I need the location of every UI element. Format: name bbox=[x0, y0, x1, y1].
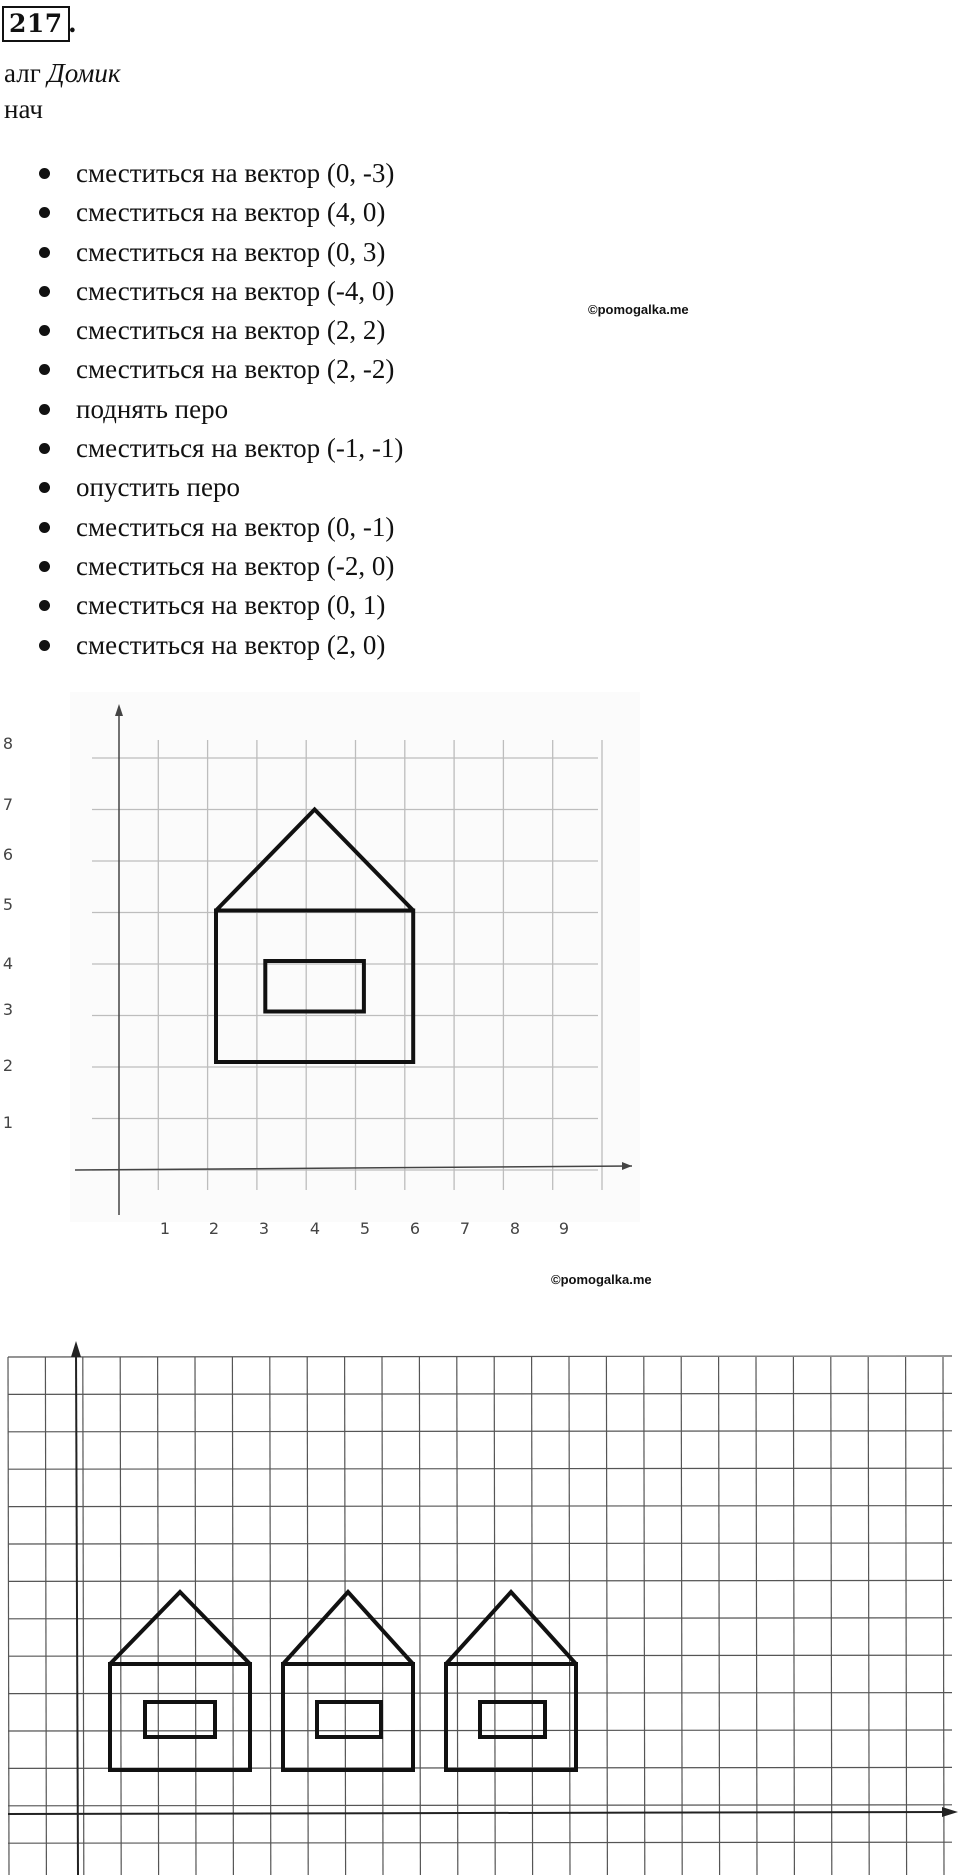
grid-line bbox=[232, 1357, 233, 1875]
grid-line bbox=[8, 1506, 952, 1507]
grid-line bbox=[868, 1357, 869, 1875]
algorithm-step-text: сместиться на вектор (2, 2) bbox=[76, 315, 386, 346]
bullet-icon bbox=[39, 207, 50, 218]
grid-line bbox=[569, 1357, 570, 1875]
grid-line bbox=[45, 1357, 46, 1875]
grid-line bbox=[457, 1357, 458, 1875]
grid-line bbox=[8, 1356, 952, 1357]
grid-line bbox=[8, 1618, 952, 1619]
grid-line bbox=[943, 1357, 944, 1875]
algorithm-step-text: сместиться на вектор (0, 1) bbox=[76, 590, 386, 621]
y-tick-label: 2 bbox=[2, 1056, 14, 1075]
algorithm-steps bbox=[0, 155, 403, 666]
task-number: 217 bbox=[2, 6, 70, 42]
bullet-icon bbox=[39, 522, 50, 533]
x-tick-label: 6 bbox=[409, 1219, 421, 1238]
grid-line bbox=[793, 1357, 794, 1875]
algorithm-step-text: сместиться на вектор (-2, 0) bbox=[76, 550, 395, 581]
bullet-icon bbox=[39, 247, 50, 258]
algorithm-step-text: сместиться на вектор (2, 0) bbox=[76, 629, 386, 660]
algorithm-step bbox=[0, 273, 403, 312]
bullet-icon bbox=[39, 640, 50, 651]
y-tick-label: 4 bbox=[2, 954, 14, 973]
algorithm-step bbox=[0, 430, 403, 469]
watermark: ©pomogalka.me bbox=[588, 302, 689, 317]
house-walls bbox=[446, 1664, 576, 1770]
grid-line bbox=[83, 1357, 84, 1875]
x-tick-label: 2 bbox=[208, 1219, 220, 1238]
grid-line bbox=[8, 1431, 952, 1432]
algorithm-step bbox=[0, 469, 403, 508]
grid-line bbox=[8, 1468, 952, 1469]
grid-line bbox=[8, 1842, 952, 1843]
algorithm-start: нач bbox=[4, 94, 43, 124]
bullet-icon bbox=[39, 482, 50, 493]
bullet-icon bbox=[39, 325, 50, 336]
grid-line bbox=[644, 1357, 645, 1875]
grid-line bbox=[8, 1393, 952, 1394]
algorithm-step-text: сместиться на вектор (-4, 0) bbox=[76, 275, 395, 306]
algorithm-step-text: сместиться на вектор (4, 0) bbox=[76, 197, 386, 228]
task-number-dot: . bbox=[68, 9, 77, 38]
grid-line bbox=[719, 1357, 720, 1875]
bullet-icon bbox=[39, 364, 50, 375]
house-window bbox=[317, 1702, 381, 1737]
x-tick-label: 9 bbox=[558, 1219, 570, 1238]
algorithm-step bbox=[0, 155, 403, 194]
grid-line bbox=[8, 1543, 952, 1544]
grid-line bbox=[494, 1357, 495, 1875]
algorithm-step bbox=[0, 391, 403, 430]
grid-line bbox=[419, 1357, 420, 1875]
x-tick-label: 8 bbox=[509, 1219, 521, 1238]
algorithm-step-text: сместиться на вектор (2, -2) bbox=[76, 354, 395, 385]
grid-line bbox=[307, 1357, 308, 1875]
algorithm-name: Домик bbox=[47, 58, 121, 88]
y-tick-label: 8 bbox=[2, 734, 14, 753]
x-tick-label: 7 bbox=[459, 1219, 471, 1238]
bullet-icon bbox=[39, 600, 50, 611]
algorithm-step bbox=[0, 234, 403, 273]
grid-line bbox=[606, 1357, 607, 1875]
house-roof bbox=[446, 1592, 576, 1664]
grid-line bbox=[8, 1655, 952, 1656]
grid-single-house bbox=[0, 690, 660, 1250]
bullet-icon bbox=[39, 443, 50, 454]
grid-line bbox=[270, 1357, 271, 1875]
y-tick-label: 6 bbox=[2, 845, 14, 864]
algorithm-step-text: поднять перо bbox=[76, 393, 229, 424]
algorithm-step bbox=[0, 509, 403, 548]
x-tick-label: 4 bbox=[309, 1219, 321, 1238]
algorithm-step bbox=[0, 351, 403, 390]
grid-three-houses bbox=[0, 1335, 960, 1875]
y-tick-label: 3 bbox=[2, 1000, 14, 1019]
algorithm-step bbox=[0, 587, 403, 626]
house-window bbox=[145, 1702, 215, 1737]
watermark: ©pomogalka.me bbox=[551, 1272, 652, 1287]
y-tick-label: 7 bbox=[2, 795, 14, 814]
algorithm-keyword: алг bbox=[4, 58, 41, 88]
y-tick-label: 5 bbox=[2, 895, 14, 914]
grid-line bbox=[8, 1580, 952, 1581]
bullet-icon bbox=[39, 168, 50, 179]
y-tick-label: 1 bbox=[2, 1113, 14, 1132]
algorithm-step-text: сместиться на вектор (-1, -1) bbox=[76, 433, 404, 464]
y-axis bbox=[76, 1349, 78, 1875]
house-window bbox=[480, 1702, 545, 1737]
grid-line bbox=[8, 1693, 952, 1694]
grid-line bbox=[382, 1357, 383, 1875]
house-walls bbox=[110, 1664, 250, 1770]
x-axis-arrow-icon bbox=[942, 1807, 958, 1817]
grid-line bbox=[681, 1357, 682, 1875]
grid-line bbox=[906, 1357, 907, 1875]
algorithm-step bbox=[0, 627, 403, 666]
grid-line bbox=[756, 1357, 757, 1875]
algorithm-step-text: сместиться на вектор (0, -1) bbox=[76, 511, 395, 542]
algorithm-step bbox=[0, 312, 403, 351]
grid-line bbox=[831, 1357, 832, 1875]
grid-line bbox=[120, 1357, 121, 1875]
x-axis bbox=[8, 1812, 950, 1814]
grid-line bbox=[8, 1357, 9, 1875]
algorithm-step-text: сместиться на вектор (0, 3) bbox=[76, 236, 386, 267]
algorithm-header bbox=[4, 56, 121, 90]
house-roof bbox=[283, 1592, 413, 1664]
grid-line bbox=[195, 1357, 196, 1875]
algorithm-step bbox=[0, 548, 403, 587]
y-axis-arrow-icon bbox=[71, 1341, 81, 1357]
grid-line bbox=[8, 1805, 952, 1806]
bullet-icon bbox=[39, 286, 50, 297]
algorithm-step bbox=[0, 194, 403, 233]
x-tick-label: 3 bbox=[258, 1219, 270, 1238]
bullet-icon bbox=[39, 404, 50, 415]
bullet-icon bbox=[39, 561, 50, 572]
x-tick-label: 1 bbox=[159, 1219, 171, 1238]
house-walls bbox=[283, 1664, 413, 1770]
algorithm-step-text: сместиться на вектор (0, -3) bbox=[76, 158, 395, 188]
algorithm-step-text: опустить перо bbox=[76, 472, 240, 503]
grid-line bbox=[345, 1357, 346, 1875]
house-roof bbox=[110, 1592, 250, 1664]
x-tick-label: 5 bbox=[359, 1219, 371, 1238]
